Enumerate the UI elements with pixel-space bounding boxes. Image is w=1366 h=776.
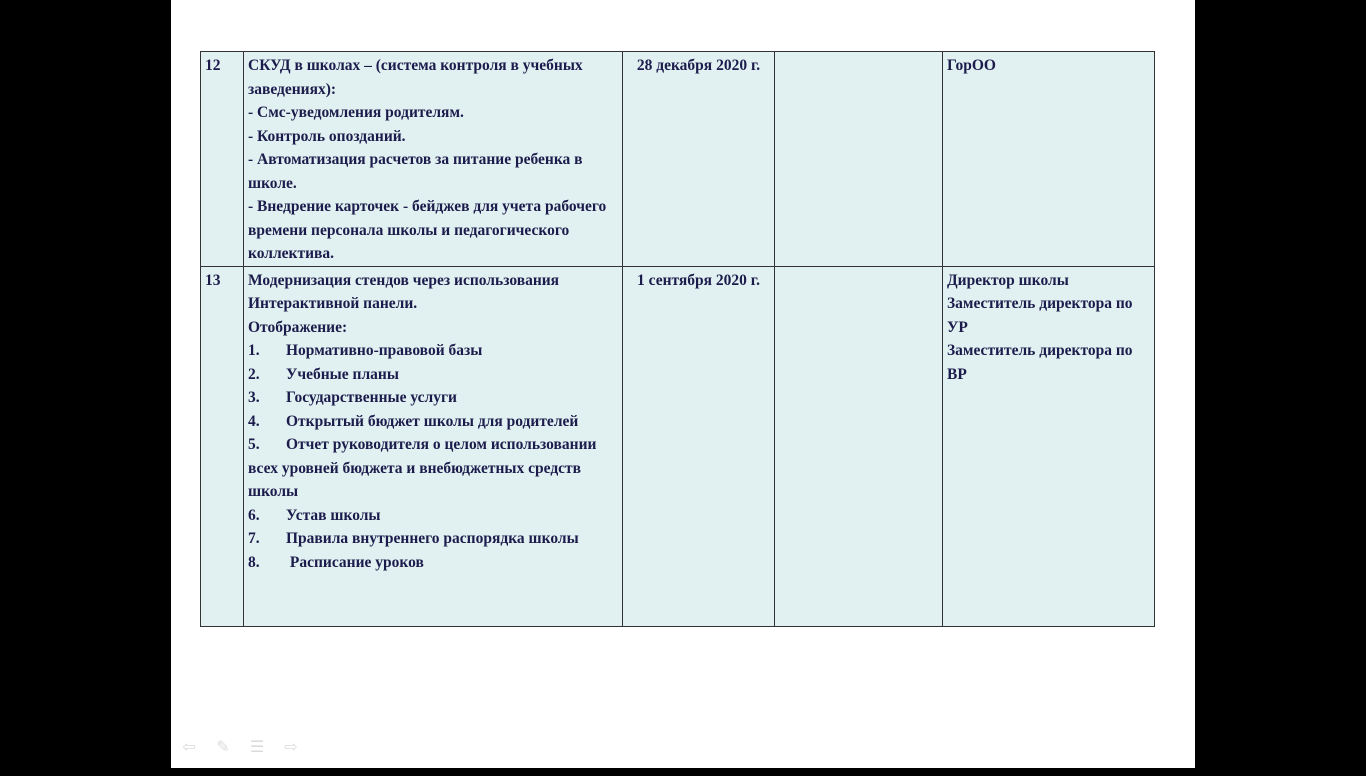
- row-extra: [775, 52, 943, 267]
- row-date: 28 декабря 2020 г.: [623, 52, 775, 267]
- list-item: 6. Устав школы: [248, 506, 381, 524]
- row-date: 1 сентября 2020 г.: [623, 266, 775, 626]
- row-line: - Смс-уведомления родителям.: [248, 104, 464, 121]
- row-line: - Контроль опозданий.: [248, 127, 406, 145]
- row-title: СКУД в школах – (система контроля в учебных заведениях):: [248, 57, 583, 98]
- row-number: 13: [201, 266, 244, 626]
- table-row: [201, 52, 1155, 267]
- arrow-left-icon[interactable]: ⇦: [182, 737, 196, 756]
- list-item: 3. Государственные услуги: [248, 389, 457, 406]
- row-number: 12: [201, 52, 244, 267]
- list-item: 1. Нормативно-правовой базы: [248, 342, 483, 359]
- responsible-person: Директор школы: [947, 271, 1069, 289]
- row-description: [244, 266, 623, 626]
- row-title: Модернизация стендов через использования Интерактивной панели.: [248, 271, 560, 312]
- row-line: - Внедрение карточек - бейджев для учета рабочего времени персонала школы и педагогического коллектива.: [248, 198, 607, 262]
- row-line: - Автоматизация расчетов за питание ребенка в школе.: [248, 151, 583, 192]
- row-subtitle: Отображение:: [248, 318, 348, 336]
- responsible-person: Заместитель директора по ВР: [947, 342, 1133, 383]
- plan-table: [200, 51, 1155, 627]
- list-item: 8. Расписание уроков: [248, 553, 424, 571]
- slide: [171, 0, 1195, 768]
- arrow-right-icon[interactable]: ⇨: [284, 737, 298, 756]
- list-item: 4. Открытый бюджет школы для родителей: [248, 412, 579, 430]
- menu-icon[interactable]: ☰: [249, 737, 265, 756]
- responsible-person: Заместитель директора по УР: [947, 295, 1133, 336]
- slideshow-nav: [179, 738, 301, 756]
- row-responsible: ГорОО: [943, 52, 1155, 267]
- row-extra: [775, 266, 943, 626]
- table-row: [201, 266, 1155, 626]
- pen-icon[interactable]: ✎: [216, 737, 230, 756]
- row-responsible: [943, 266, 1155, 626]
- list-item: 5. Отчет руководителя о целом использовании всех уровней бюджета и внебюджетных средств школы: [248, 436, 597, 500]
- list-item: 2. Учебные планы: [248, 365, 399, 383]
- row-description: [244, 52, 623, 267]
- list-item: 7. Правила внутреннего распорядка школы: [248, 530, 579, 547]
